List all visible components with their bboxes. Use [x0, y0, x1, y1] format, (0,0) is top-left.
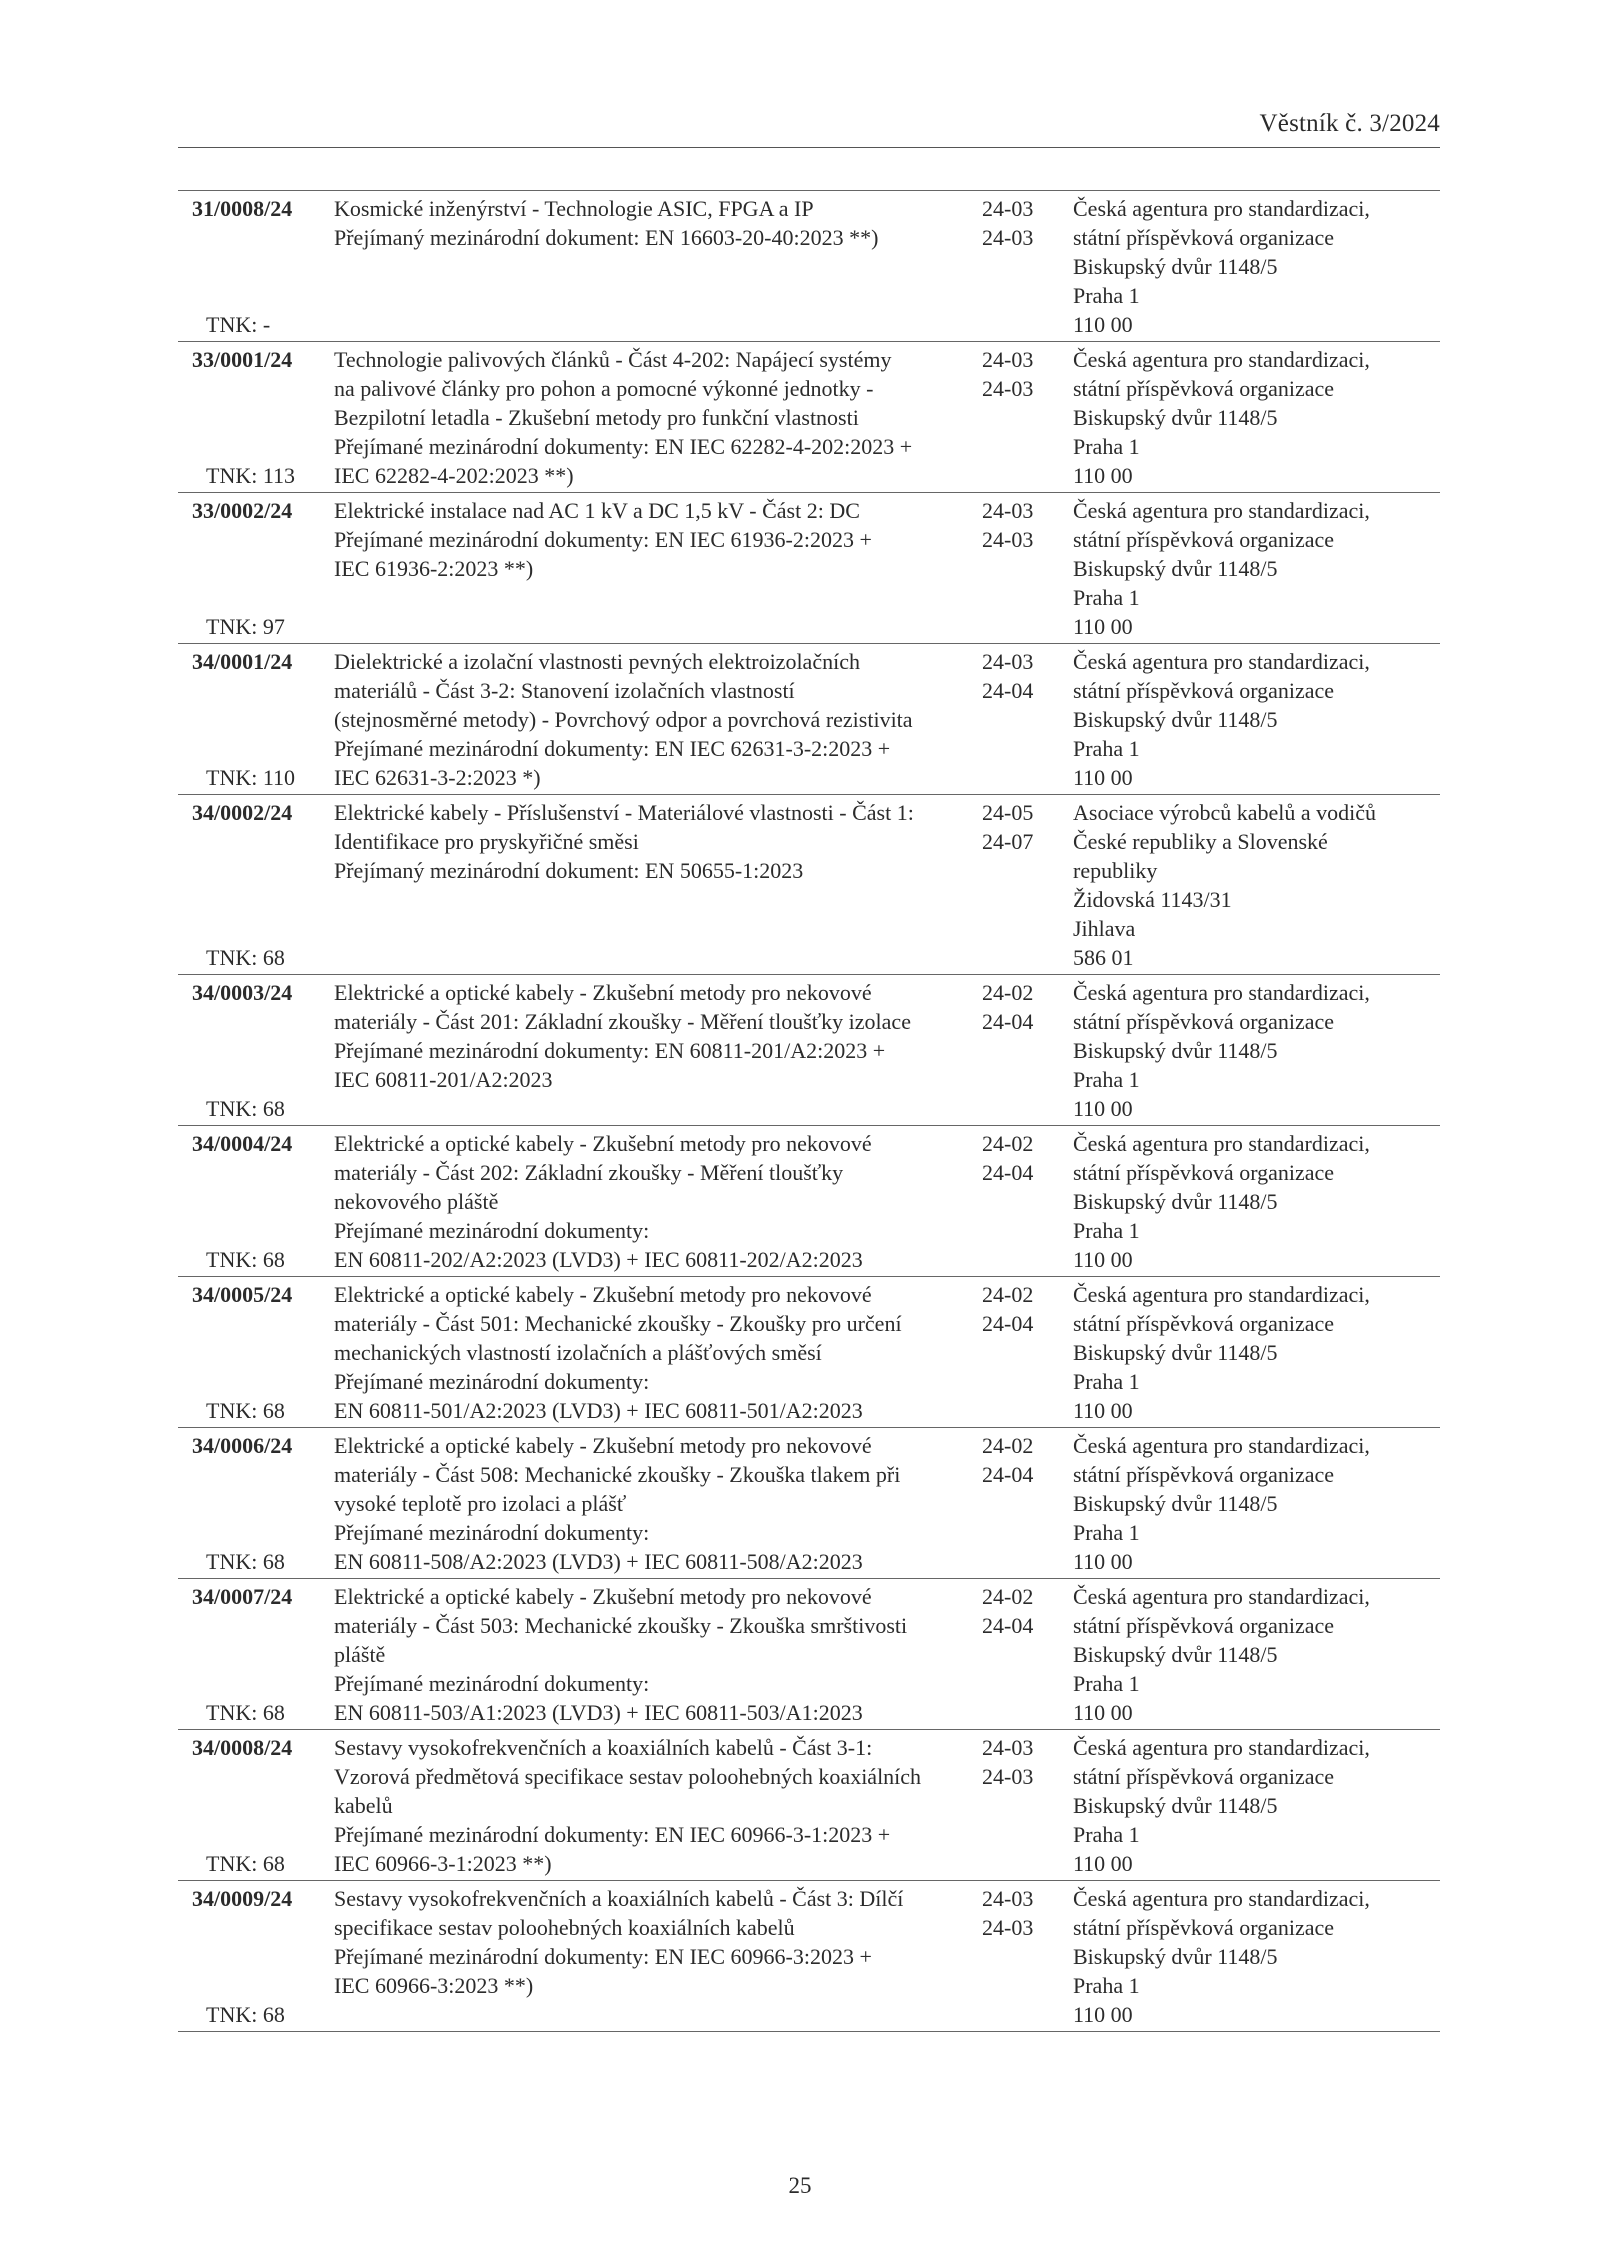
org-line: 110 00 — [1073, 1549, 1133, 1574]
date-value: 24-03 — [982, 347, 1034, 372]
title-line: Přejímané mezinárodní dokumenty: EN IEC 60966-3-1:2023 + — [334, 1822, 891, 1847]
title-line: Přejímané mezinárodní dokumenty: EN IEC 62282-4-202:2023 + — [334, 434, 913, 459]
date-value: 24-03 — [982, 649, 1034, 674]
row-org-cell — [1073, 1431, 1440, 1576]
row-id: 34/0007/24 — [192, 1584, 293, 1609]
org-line: 110 00 — [1073, 765, 1133, 790]
table-row — [178, 190, 1440, 342]
title-line: IEC 61936-2:2023 **) — [334, 556, 534, 581]
title-line: Přejímaný mezinárodní dokument: EN 50655-1:2023 — [334, 858, 804, 883]
date-value: 24-02 — [982, 1584, 1034, 1609]
date-value: 24-04 — [982, 1613, 1034, 1638]
org-line: 586 01 — [1073, 945, 1134, 970]
org-line: státní příspěvková organizace — [1073, 527, 1335, 552]
row-org-cell — [1073, 1129, 1440, 1274]
org-line: Česká agentura pro standardizaci, — [1073, 980, 1370, 1005]
date-value: 24-04 — [982, 1160, 1034, 1185]
org-line: státní příspěvková organizace — [1073, 376, 1335, 401]
row-tnk: TNK: 68 — [206, 1700, 285, 1725]
title-line: kabelů — [334, 1793, 393, 1818]
row-dates-cell — [978, 1884, 1073, 2029]
row-dates-cell — [978, 1280, 1073, 1425]
org-line: České republiky a Slovenské — [1073, 829, 1328, 854]
org-line: státní příspěvková organizace — [1073, 1009, 1335, 1034]
org-line: 110 00 — [1073, 1247, 1133, 1272]
row-title-cell — [318, 345, 978, 490]
org-line: Česká agentura pro standardizaci, — [1073, 196, 1370, 221]
date-value: 24-03 — [982, 196, 1034, 221]
org-line: státní příspěvková organizace — [1073, 225, 1335, 250]
row-org-cell — [1073, 1733, 1440, 1878]
org-line: státní příspěvková organizace — [1073, 1311, 1335, 1336]
org-line: Česká agentura pro standardizaci, — [1073, 1735, 1370, 1760]
date-value: 24-02 — [982, 1131, 1034, 1156]
row-dates-cell — [978, 1431, 1073, 1576]
row-id-cell — [178, 798, 318, 972]
row-dates-cell — [978, 1733, 1073, 1878]
title-line: Sestavy vysokofrekvenčních a koaxiálních kabelů - Část 3: Dílčí — [334, 1886, 904, 1911]
org-line: Biskupský dvůr 1148/5 — [1073, 1944, 1278, 1969]
date-value: 24-07 — [982, 829, 1034, 854]
row-org-cell — [1073, 496, 1440, 641]
date-value: 24-04 — [982, 1311, 1034, 1336]
title-line: Elektrické a optické kabely - Zkušební metody pro nekovové — [334, 1433, 872, 1458]
title-line: materiály - Část 202: Základní zkoušky - Měření tloušťky — [334, 1160, 844, 1185]
row-id: 34/0002/24 — [192, 800, 293, 825]
row-dates-cell — [978, 978, 1073, 1123]
row-org-cell — [1073, 647, 1440, 792]
org-line: 110 00 — [1073, 1851, 1133, 1876]
table-row — [178, 1881, 1440, 2032]
title-line: IEC 60811-201/A2:2023 — [334, 1067, 553, 1092]
date-value: 24-03 — [982, 225, 1034, 250]
title-line: mechanických vlastností izolačních a plášťových směsí — [334, 1340, 822, 1365]
title-line: EN 60811-202/A2:2023 (LVD3) + IEC 60811-202/A2:2023 — [334, 1247, 863, 1272]
row-id: 34/0009/24 — [192, 1886, 293, 1911]
title-line: Vzorová předmětová specifikace sestav poloohebných koaxiálních — [334, 1764, 922, 1789]
row-id-cell — [178, 194, 318, 339]
title-line: Přejímaný mezinárodní dokument: EN 16603-20-40:2023 **) — [334, 225, 879, 250]
org-line: Česká agentura pro standardizaci, — [1073, 1886, 1370, 1911]
row-title-cell — [318, 1582, 978, 1727]
org-line: Biskupský dvůr 1148/5 — [1073, 707, 1278, 732]
standards-table — [178, 190, 1440, 2032]
title-line: Elektrické a optické kabely - Zkušební metody pro nekovové — [334, 1282, 872, 1307]
row-id: 34/0005/24 — [192, 1282, 293, 1307]
title-line: materiály - Část 501: Mechanické zkoušky - Zkoušky pro určení — [334, 1311, 902, 1336]
org-line: 110 00 — [1073, 463, 1133, 488]
table-row — [178, 1579, 1440, 1730]
title-line: Přejímané mezinárodní dokumenty: EN IEC 62631-3-2:2023 + — [334, 736, 891, 761]
org-line: státní příspěvková organizace — [1073, 1764, 1335, 1789]
org-line: Asociace výrobců kabelů a vodičů — [1073, 800, 1376, 825]
title-line: (stejnosměrné metody) - Povrchový odpor a povrchová rezistivita — [334, 707, 913, 732]
row-dates-cell — [978, 798, 1073, 972]
row-tnk: TNK: 68 — [206, 1398, 285, 1423]
table-row — [178, 1428, 1440, 1579]
row-tnk: TNK: 68 — [206, 1096, 285, 1121]
org-line: Praha 1 — [1073, 434, 1140, 459]
org-line: Biskupský dvůr 1148/5 — [1073, 1642, 1278, 1667]
title-line: IEC 60966-3:2023 **) — [334, 1973, 534, 1998]
row-id: 34/0004/24 — [192, 1131, 293, 1156]
row-id: 34/0003/24 — [192, 980, 293, 1005]
title-line: EN 60811-503/A1:2023 (LVD3) + IEC 60811-503/A1:2023 — [334, 1700, 863, 1725]
row-tnk: TNK: 68 — [206, 1247, 285, 1272]
org-line: státní příspěvková organizace — [1073, 1462, 1335, 1487]
title-line: EN 60811-501/A2:2023 (LVD3) + IEC 60811-501/A2:2023 — [334, 1398, 863, 1423]
title-line: EN 60811-508/A2:2023 (LVD3) + IEC 60811-508/A2:2023 — [334, 1549, 863, 1574]
org-line: Praha 1 — [1073, 736, 1140, 761]
row-id-cell — [178, 345, 318, 490]
row-id-cell — [178, 1733, 318, 1878]
row-id: 33/0001/24 — [192, 347, 293, 372]
org-line: Česká agentura pro standardizaci, — [1073, 347, 1370, 372]
title-line: Identifikace pro pryskyřičné směsi — [334, 829, 639, 854]
header-rule — [178, 147, 1440, 148]
row-title-cell — [318, 1733, 978, 1878]
org-line: Praha 1 — [1073, 1520, 1140, 1545]
table-row — [178, 1730, 1440, 1881]
row-tnk: TNK: 110 — [206, 765, 296, 790]
date-value: 24-02 — [982, 980, 1034, 1005]
title-line: Elektrické a optické kabely - Zkušební metody pro nekovové — [334, 1131, 872, 1156]
title-line: materiály - Část 201: Základní zkoušky - Měření tloušťky izolace — [334, 1009, 911, 1034]
row-id-cell — [178, 496, 318, 641]
org-line: státní příspěvková organizace — [1073, 678, 1335, 703]
row-org-cell — [1073, 1582, 1440, 1727]
row-title-cell — [318, 798, 978, 972]
date-value: 24-04 — [982, 1462, 1034, 1487]
title-line: Elektrické a optické kabely - Zkušební metody pro nekovové — [334, 1584, 872, 1609]
title-line: Elektrické kabely - Příslušenství - Materiálové vlastnosti - Část 1: — [334, 800, 914, 825]
org-line: 110 00 — [1073, 614, 1133, 639]
org-line: republiky — [1073, 858, 1158, 883]
title-line: Přejímané mezinárodní dokumenty: — [334, 1369, 650, 1394]
org-line: Praha 1 — [1073, 1369, 1140, 1394]
row-id: 33/0002/24 — [192, 498, 293, 523]
row-id: 34/0008/24 — [192, 1735, 293, 1760]
org-line: Česká agentura pro standardizaci, — [1073, 649, 1370, 674]
org-line: Praha 1 — [1073, 1067, 1140, 1092]
org-line: 110 00 — [1073, 1398, 1133, 1423]
row-dates-cell — [978, 194, 1073, 339]
org-line: Biskupský dvůr 1148/5 — [1073, 1340, 1278, 1365]
row-dates-cell — [978, 496, 1073, 641]
org-line: Praha 1 — [1073, 1671, 1140, 1696]
org-line: Česká agentura pro standardizaci, — [1073, 498, 1370, 523]
row-id-cell — [178, 1884, 318, 2029]
title-line: IEC 62631-3-2:2023 *) — [334, 765, 541, 790]
table-row — [178, 795, 1440, 975]
table-row — [178, 975, 1440, 1126]
row-id-cell — [178, 647, 318, 792]
row-title-cell — [318, 1280, 978, 1425]
title-line: Přejímané mezinárodní dokumenty: EN IEC 61936-2:2023 + — [334, 527, 872, 552]
org-line: Jihlava — [1073, 916, 1136, 941]
row-dates-cell — [978, 345, 1073, 490]
org-line: Biskupský dvůr 1148/5 — [1073, 405, 1278, 430]
org-line: 110 00 — [1073, 1700, 1133, 1725]
title-line: Přejímané mezinárodní dokumenty: EN 60811-201/A2:2023 + — [334, 1038, 886, 1063]
title-line: Přejímané mezinárodní dokumenty: — [334, 1520, 650, 1545]
title-line: nekovového pláště — [334, 1189, 499, 1214]
org-line: Biskupský dvůr 1148/5 — [1073, 1491, 1278, 1516]
row-title-cell — [318, 1884, 978, 2029]
journal-header: Věstník č. 3/2024 — [1259, 110, 1440, 137]
date-value: 24-03 — [982, 1764, 1034, 1789]
row-org-cell — [1073, 194, 1440, 339]
row-id-cell — [178, 1582, 318, 1727]
row-tnk: TNK: 113 — [206, 463, 296, 488]
date-value: 24-03 — [982, 527, 1034, 552]
org-line: Česká agentura pro standardizaci, — [1073, 1584, 1370, 1609]
org-line: státní příspěvková organizace — [1073, 1160, 1335, 1185]
date-value: 24-04 — [982, 1009, 1034, 1034]
row-title-cell — [318, 978, 978, 1123]
table-row — [178, 1277, 1440, 1428]
title-line: Přejímané mezinárodní dokumenty: — [334, 1671, 650, 1696]
title-line: Bezpilotní letadla - Zkušební metody pro funkční vlastnosti — [334, 405, 859, 430]
org-line: 110 00 — [1073, 1096, 1133, 1121]
row-title-cell — [318, 194, 978, 339]
title-line: Technologie palivových článků - Část 4-202: Napájecí systémy — [334, 347, 892, 372]
org-line: Česká agentura pro standardizaci, — [1073, 1282, 1370, 1307]
title-line: Elektrické a optické kabely - Zkušební metody pro nekovové — [334, 980, 872, 1005]
title-line: materiálů - Část 3-2: Stanovení izolačních vlastností — [334, 678, 795, 703]
table-row — [178, 493, 1440, 644]
title-line: na palivové články pro pohon a pomocné výkonné jednotky - — [334, 376, 874, 401]
row-title-cell — [318, 1129, 978, 1274]
org-line: Biskupský dvůr 1148/5 — [1073, 1793, 1278, 1818]
table-row — [178, 644, 1440, 795]
title-line: IEC 62282-4-202:2023 **) — [334, 463, 574, 488]
row-org-cell — [1073, 345, 1440, 490]
row-tnk: TNK: - — [206, 312, 271, 337]
row-id: 34/0001/24 — [192, 649, 293, 674]
title-line: pláště — [334, 1642, 386, 1667]
row-title-cell — [318, 1431, 978, 1576]
org-line: státní příspěvková organizace — [1073, 1613, 1335, 1638]
row-tnk: TNK: 68 — [206, 1851, 285, 1876]
date-value: 24-02 — [982, 1433, 1034, 1458]
row-id: 34/0006/24 — [192, 1433, 293, 1458]
org-line: Praha 1 — [1073, 1822, 1140, 1847]
row-dates-cell — [978, 647, 1073, 792]
row-id-cell — [178, 1431, 318, 1576]
row-org-cell — [1073, 1884, 1440, 2029]
row-tnk: TNK: 68 — [206, 2002, 285, 2027]
row-dates-cell — [978, 1582, 1073, 1727]
date-value: 24-03 — [982, 1886, 1034, 1911]
row-id: 31/0008/24 — [192, 196, 293, 221]
title-line: specifikace sestav poloohebných koaxiálních kabelů — [334, 1915, 795, 1940]
title-line: Elektrické instalace nad AC 1 kV a DC 1,5 kV - Část 2: DC — [334, 498, 860, 523]
org-line: Biskupský dvůr 1148/5 — [1073, 1038, 1278, 1063]
row-id-cell — [178, 1129, 318, 1274]
date-value: 24-04 — [982, 678, 1034, 703]
row-dates-cell — [978, 1129, 1073, 1274]
row-title-cell — [318, 496, 978, 641]
org-line: 110 00 — [1073, 2002, 1133, 2027]
row-tnk: TNK: 68 — [206, 945, 285, 970]
org-line: Praha 1 — [1073, 585, 1140, 610]
title-line: Sestavy vysokofrekvenčních a koaxiálních kabelů - Část 3-1: — [334, 1735, 873, 1760]
title-line: vysoké teplotě pro izolaci a plášť — [334, 1491, 627, 1516]
org-line: Praha 1 — [1073, 1973, 1140, 1998]
row-id-cell — [178, 978, 318, 1123]
title-line: Kosmické inženýrství - Technologie ASIC, FPGA a IP — [334, 196, 814, 221]
org-line: Praha 1 — [1073, 283, 1140, 308]
date-value: 24-02 — [982, 1282, 1034, 1307]
page-number: 25 — [788, 2173, 812, 2198]
row-org-cell — [1073, 978, 1440, 1123]
row-tnk: TNK: 97 — [206, 614, 285, 639]
org-line: Biskupský dvůr 1148/5 — [1073, 556, 1278, 581]
table-row — [178, 342, 1440, 493]
date-value: 24-03 — [982, 376, 1034, 401]
row-tnk: TNK: 68 — [206, 1549, 285, 1574]
title-line: Přejímané mezinárodní dokumenty: — [334, 1218, 650, 1243]
title-line: materiály - Část 503: Mechanické zkoušky - Zkouška smrštivosti — [334, 1613, 908, 1638]
org-line: Biskupský dvůr 1148/5 — [1073, 1189, 1278, 1214]
row-org-cell — [1073, 798, 1440, 972]
org-line: Biskupský dvůr 1148/5 — [1073, 254, 1278, 279]
title-line: Přejímané mezinárodní dokumenty: EN IEC 60966-3:2023 + — [334, 1944, 872, 1969]
row-id-cell — [178, 1280, 318, 1425]
org-line: státní příspěvková organizace — [1073, 1915, 1335, 1940]
table-row — [178, 1126, 1440, 1277]
row-org-cell — [1073, 1280, 1440, 1425]
title-line: Dielektrické a izolační vlastnosti pevných elektroizolačních — [334, 649, 860, 674]
org-line: 110 00 — [1073, 312, 1133, 337]
org-line: Praha 1 — [1073, 1218, 1140, 1243]
date-value: 24-03 — [982, 1915, 1034, 1940]
date-value: 24-05 — [982, 800, 1034, 825]
title-line: IEC 60966-3-1:2023 **) — [334, 1851, 552, 1876]
org-line: Židovská 1143/31 — [1073, 887, 1232, 912]
title-line: materiály - Část 508: Mechanické zkoušky - Zkouška tlakem při — [334, 1462, 901, 1487]
date-value: 24-03 — [982, 1735, 1034, 1760]
org-line: Česká agentura pro standardizaci, — [1073, 1433, 1370, 1458]
date-value: 24-03 — [982, 498, 1034, 523]
org-line: Česká agentura pro standardizaci, — [1073, 1131, 1370, 1156]
row-title-cell — [318, 647, 978, 792]
